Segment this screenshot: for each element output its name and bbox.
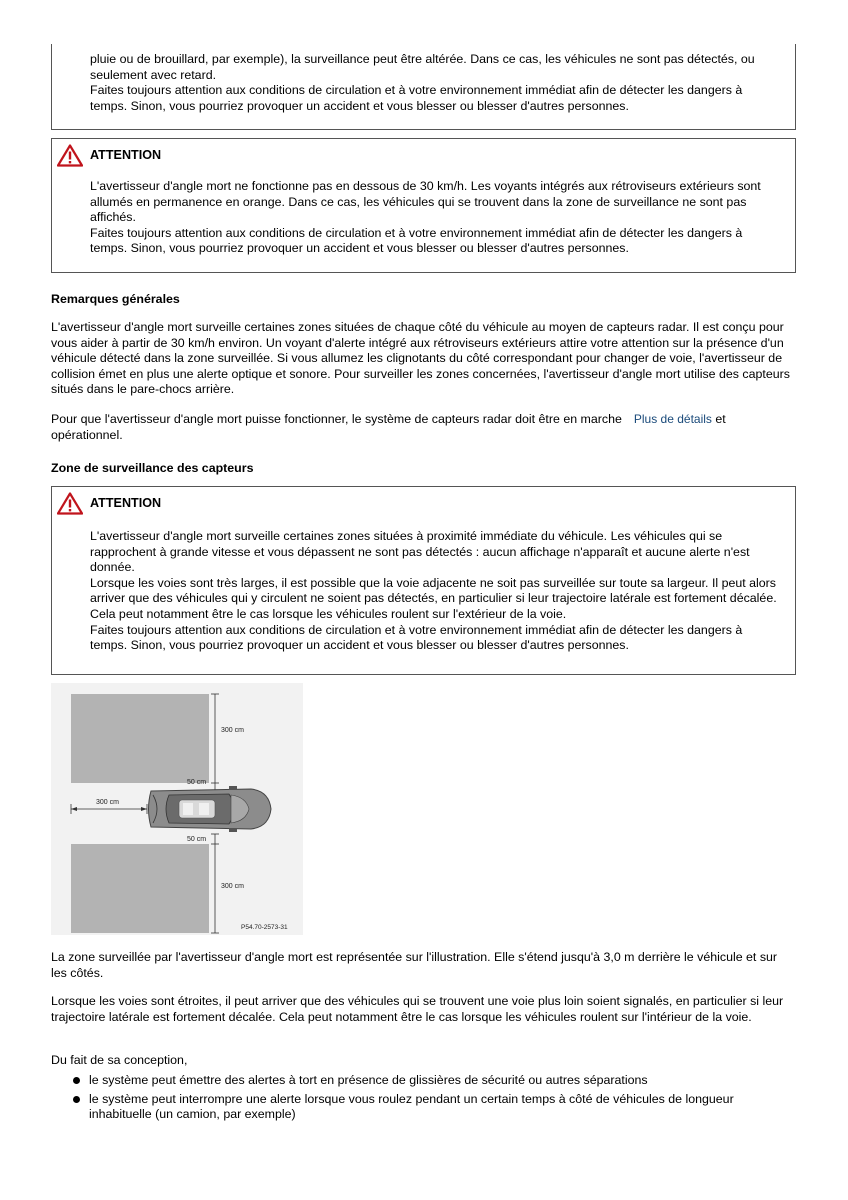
list-item-text: le système peut émettre des alertes à tort en présence de glissières de sécurité ou autres séparations <box>89 1073 648 1087</box>
body-paragraph: L'avertisseur d'angle mort surveille certaines zones situées de chaque côté du véhicule au moyen de capteurs radar. Il est conçu pour vous aider à partir de 30 km/h environ. Un voyant d'alerte intégré aux rétroviseurs extérieurs attire votre attention sur la présence d'un véhicule détecté dans la zone surveillée. Si vous allumez les clignotants du côté correspondant pour changer de voie, l'avertisseur de collision émet en plus une alerte optique et sonore. Pour surveiller les zones concernées, l'avertisseur d'angle mort utilise des capteurs situés dans le pare-chocs arrière. <box>51 320 790 397</box>
section-heading: Remarques générales <box>51 292 180 306</box>
warning-box-speed <box>51 138 796 273</box>
paragraph-text: Pour que l'avertisseur d'angle mort puisse fonctionner, le système de capteurs radar doit être en marche <box>51 412 622 426</box>
bullet-list <box>51 1073 793 1126</box>
warning-box-zone <box>51 486 796 675</box>
warning-triangle-icon <box>57 144 83 167</box>
warning-text: pluie ou de brouillard, par exemple), la surveillance peut être altérée. Dans ce cas, les véhicules ne sont pas détectés, ou seulement avec retard. <box>90 52 755 82</box>
warning-text: Faites toujours attention aux conditions de circulation et à votre environnement immédiat afin de détecter les dangers à temps. Sinon, vous pourriez provoquer un accident et vous blesser ou blesser d'autres personnes. <box>90 622 743 653</box>
bullet-icon <box>73 1096 80 1103</box>
monitored-zone-bottom <box>71 844 209 933</box>
paragraph-text: et opérationnel. <box>51 412 726 442</box>
figure-reference: P54.70-2573-31 <box>241 924 288 931</box>
warning-title: ATTENTION <box>90 495 162 510</box>
list-item <box>51 1073 793 1089</box>
section-heading: Zone de surveillance des capteurs <box>51 461 254 475</box>
dimension-label: 300 cm <box>221 727 244 734</box>
dimension-label: 50 cm <box>187 779 207 786</box>
warning-text: Lorsque les voies sont très larges, il est possible que la voie adjacente ne soit pas surveillée sur toute sa largeur. Il peut alors arriver que des véhicules qui y circulent ne soient pas détectés, en particulier si leur trajectoire latérale est fortement décalée. Cela peut notamment être le cas lorsque les véhicules roulent sur l'extérieur de la voie. <box>90 575 777 621</box>
warning-title: ATTENTION <box>90 147 162 162</box>
body-paragraph: Du fait de sa conception, <box>51 1053 188 1067</box>
monitored-zone-top <box>71 694 209 783</box>
warning-text: L'avertisseur d'angle mort surveille certaines zones situées à proximité immédiate du véhicule. Les véhicules qui se rapprochent à grande vitesse et vous dépassent ne sont pas détectés : aucun affichage n'apparaît et aucune alerte n'est donnée. <box>90 529 750 575</box>
body-paragraph: Lorsque les voies sont étroites, il peut arriver que des véhicules qui se trouvent une voie plus loin soient signalés, en particulier si leur trajectoire latérale est fortement décalée. Cela peut notamment être le cas lorsque les véhicules roulent sur l'intérieur de la voie. <box>51 994 784 1024</box>
dimension-label: 300 cm <box>96 799 119 806</box>
more-details-link[interactable]: Plus de détails <box>633 412 712 426</box>
warning-box-continuation <box>51 44 796 130</box>
car-top-view <box>149 786 272 832</box>
blind-spot-diagram <box>51 683 303 935</box>
dimension-label: 300 cm <box>221 883 244 890</box>
warning-text: Faites toujours attention aux conditions de circulation et à votre environnement immédiat afin de détecter les dangers à temps. Sinon, vous pourriez provoquer un accident et vous blesser ou blesser d'autres personnes. <box>90 83 743 113</box>
dimension-label: 50 cm <box>187 836 207 843</box>
body-paragraph <box>51 412 793 443</box>
warning-text: Faites toujours attention aux conditions de circulation et à votre environnement immédiat afin de détecter les dangers à temps. Sinon, vous pourriez provoquer un accident et vous blesser ou blesser d'autres personnes. <box>90 225 743 256</box>
body-paragraph: La zone surveillée par l'avertisseur d'angle mort est représentée sur l'illustration. Elle s'étend jusqu'à 3,0 m derrière le véhicule et sur les côtés. <box>51 950 778 980</box>
list-item <box>51 1092 793 1123</box>
warning-triangle-icon <box>57 492 83 515</box>
list-item-text: le système peut interrompre une alerte lorsque vous roulez pendant un certain temps à côté de véhicules de longueur inhabituelle (un camion, par exemple) <box>89 1091 734 1122</box>
bullet-icon <box>73 1077 80 1084</box>
warning-text: L'avertisseur d'angle mort ne fonctionne pas en dessous de 30 km/h. Les voyants intégrés aux rétroviseurs extérieurs sont allumés en permanence en orange. Dans ce cas, les véhicules qui se trouvent dans la zone de surveillance ne sont pas affichés. <box>90 179 761 225</box>
